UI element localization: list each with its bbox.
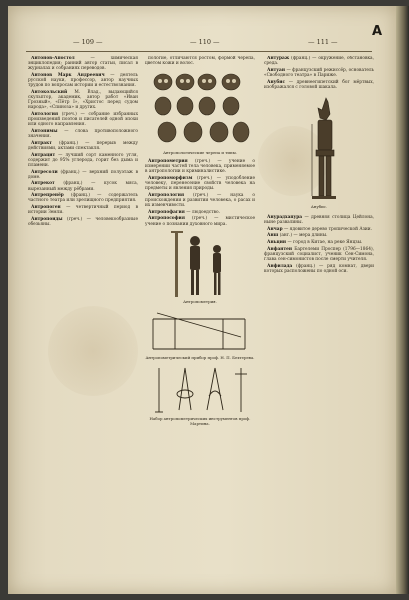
dictionary-entry	[145, 176, 255, 191]
dictionary-entry	[264, 56, 374, 66]
dictionary-entry	[264, 68, 374, 78]
entry-text: — деятель русской науки, профессор, автор научных трудов по вопросам истории и естествознания.	[28, 72, 138, 89]
entry-text: (франц.) — кусок мяса, вырезанный между рёбрами.	[28, 181, 138, 192]
dictionary-entry	[145, 159, 255, 174]
book-spine	[396, 6, 409, 594]
section-letter: А	[371, 24, 382, 39]
entry-text: — древняя столица Цейлона, ныне развалины.	[264, 214, 374, 226]
anubis-caption: Анубис.	[310, 203, 328, 209]
entry-headword: Антуан	[267, 67, 285, 73]
page-number-right: — 111 —	[308, 38, 338, 46]
dictionary-entry	[28, 217, 138, 227]
entry-text: (франц.) — верхний полуэтаж в доме.	[28, 169, 138, 180]
dictionary-entry	[28, 90, 138, 111]
device-illustration	[145, 307, 255, 355]
dictionary-entry	[264, 227, 374, 232]
entry-headword: Антропометрия	[148, 158, 188, 164]
header-rule	[26, 51, 372, 52]
measurement-illustration	[145, 229, 255, 299]
dictionary-entry	[145, 193, 255, 208]
entry-text: — город в Китае, на реке Янцзы.	[287, 240, 363, 246]
dictionary-entry	[145, 210, 255, 215]
anubis-figure	[264, 92, 374, 212]
entry-text: (франц.) — перерыв между действиями, актами спектакля.	[28, 140, 138, 151]
entry-text: (греч.) — наука о происхождении и развитии человека, о расах и их изменчивости.	[145, 192, 255, 209]
dictionary-entry	[28, 205, 138, 215]
anubis-illustration	[264, 92, 374, 204]
device-figure	[145, 307, 255, 361]
column-right	[264, 56, 374, 586]
tools-figure	[145, 364, 255, 426]
entry-headword: Антонимы	[31, 129, 58, 135]
page-number-left: — 109 —	[73, 38, 103, 46]
entry-headword: Антракт	[31, 140, 52, 146]
page-number-center: — 110 —	[190, 38, 220, 46]
skulls-illustration	[145, 68, 255, 150]
dictionary-entry	[264, 247, 374, 262]
tools-illustration	[145, 364, 255, 416]
entry-headword: Антураж	[267, 56, 290, 61]
entry-text: (франц.) — содержатель частного театра или зрелищного предприятия.	[28, 193, 138, 204]
entry-headword: Антропософия	[148, 216, 185, 222]
entry-headword: Антология	[31, 112, 59, 118]
dictionary-entry	[28, 112, 138, 127]
entry-text: — ядовитое дерево тропической Азии.	[283, 226, 373, 232]
entry-headword: Анфантен	[267, 246, 292, 252]
entry-headword: Антонов-Апостол	[31, 56, 75, 61]
entry-text: (греч.) — собрание избранных произведений поэтов и писателей одной эпохи или одного направления.	[28, 112, 138, 128]
entry-text: (франц.) — окружение, обстановка, среда.	[264, 56, 374, 67]
skulls-figure	[145, 68, 255, 156]
entry-headword: Антропология	[148, 192, 185, 198]
column-center	[145, 56, 255, 586]
entry-text: М. Влад., выдающийся скульптор, академик, автор работ «Иван Грозный», «Пётр I», «Христос перед судом народа», «Спиноза» и других.	[28, 89, 138, 111]
entry-text: пологие, отличаются ростом, формой черепа, цветом кожи и волос.	[145, 56, 255, 67]
dictionary-entry	[28, 181, 138, 191]
entry-text: (греч.) — человекообразные обезьяны.	[28, 216, 138, 228]
entry-text: — слова противоположного значения.	[28, 129, 138, 140]
entry-headword: Анш	[267, 233, 279, 239]
entry-headword: Антропоген	[31, 205, 61, 211]
entry-headword: Аньцин	[267, 240, 287, 246]
entry-headword: Антокольский	[31, 89, 68, 95]
entry-headword: Антрепренёр	[31, 193, 64, 199]
dictionary-entry	[28, 73, 138, 88]
book-page	[8, 6, 396, 594]
page-header	[28, 38, 368, 50]
entry-text: — четвертичный период в истории Земли.	[28, 205, 138, 216]
entry-text: Бартелеми Проспер (1796—1864), французский социалист, ученик Сен-Симона, глава сен-симонистов после смерти учителя.	[264, 246, 374, 263]
entry-text: (греч.) — мистическое учение о познании духовного мира.	[145, 216, 255, 227]
tools-caption: Набор антропометрических инструментов проф. Мартина.	[149, 415, 251, 426]
entry-text: (греч.) — учение о измерении частей тела человека, применяемое в антропологии и криминалистике.	[145, 158, 255, 175]
entry-text: — лучший сорт каменного угля, содержит до 95% углерода, горит без дыма и пламени.	[28, 152, 138, 168]
entry-headword: Антонов Марк Андреевич	[31, 72, 105, 78]
dictionary-entry	[28, 141, 138, 151]
column-left	[28, 56, 138, 586]
entry-headword: Анурадхапура	[267, 214, 303, 220]
entry-text: (греч.) — уподобление человеку, перенесение свойств человека на предметы и явления природы.	[145, 175, 255, 192]
device-caption: Антропометрический прибор проф. Н. П. Бехтерева.	[145, 355, 255, 361]
entry-text: — французский режиссёр, основатель «Свободного театра» в Париже.	[264, 67, 374, 78]
entry-text: (анг.) — мера длины.	[279, 233, 328, 239]
dictionary-entry	[28, 129, 138, 139]
dictionary-entry	[264, 233, 374, 238]
measure-figure	[145, 229, 255, 305]
dictionary-entry	[28, 153, 138, 168]
entry-headword: Антропоморфизм	[148, 175, 193, 181]
dictionary-entry	[28, 193, 138, 203]
entry-headword: Анубис	[267, 79, 286, 85]
dictionary-entry	[145, 56, 255, 66]
dictionary-entry	[264, 215, 374, 225]
entry-headword: Антресоли	[31, 169, 58, 175]
entry-headword: Анфилада	[267, 263, 293, 269]
entry-text: — древнеегипетский бог мёртвых, изображался с головой шакала.	[264, 79, 374, 90]
entry-headword: Антропоиды	[31, 216, 63, 222]
entry-headword: Антрацит	[31, 152, 56, 158]
dictionary-entry	[28, 170, 138, 180]
entry-headword: Антропофагия	[148, 209, 185, 215]
entry-headword: Анчар	[267, 226, 283, 232]
dictionary-entry	[28, 56, 138, 71]
entry-headword: Антрекот	[31, 181, 55, 187]
entry-text: — химическая энциклопедия; ранний автор статьи, писал в журналах и собраниях переводов.	[28, 56, 138, 72]
dictionary-entry	[264, 80, 374, 90]
measure-caption: Антропометрия.	[183, 298, 217, 304]
skulls-caption: Антропологические черепа и типы.	[163, 150, 237, 156]
dictionary-entry	[264, 240, 374, 245]
dictionary-entry	[145, 216, 255, 226]
entry-text: — людоедство.	[186, 209, 220, 215]
entry-text: (франц.) — ряд комнат, двери которых расположены по одной оси.	[264, 263, 374, 274]
dictionary-entry	[264, 264, 374, 274]
